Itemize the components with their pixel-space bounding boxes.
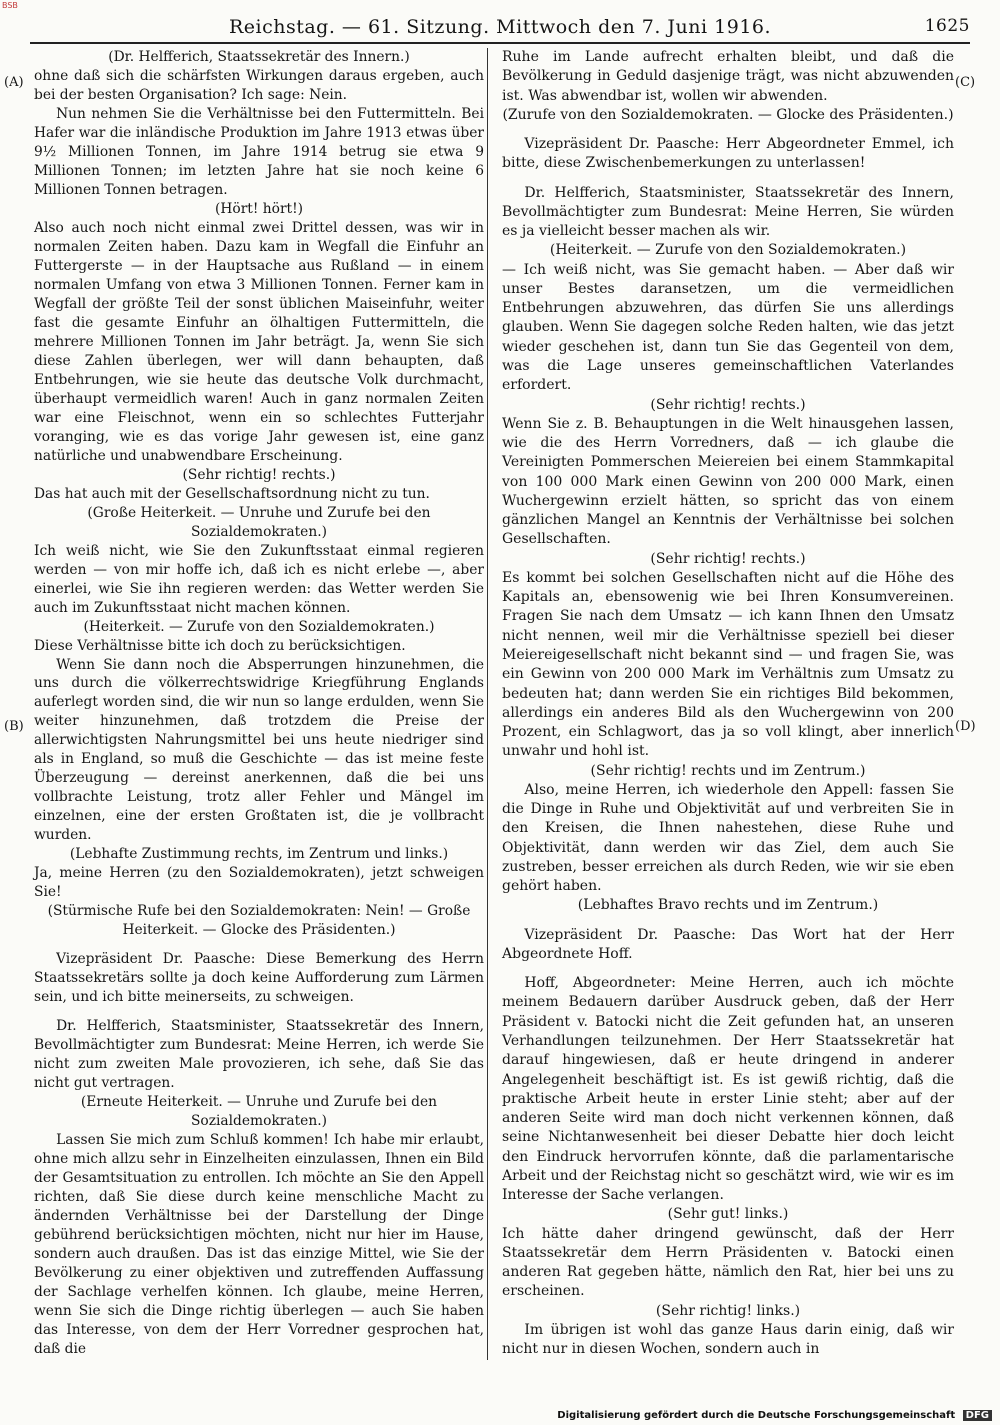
- margin-letter-d: (D): [955, 719, 976, 734]
- paragraph: Dr. Helfferich, Staatsminister, Staatssekretär des Innern, Bevollmächtigter zum Bundesrat: Meine Herren, ich werde Sie nicht zum zweiten Male provozieren, ich sehe, daß Sie das nicht gut vertragen.: [34, 1018, 484, 1092]
- interjection: (Große Heiterkeit. — Unruhe und Zurufe bei den Sozialdemokraten.): [87, 504, 431, 540]
- paragraph: Ich hätte daher dringend gewünscht, daß der Herr Staatssekretär dem Herrn Präsidenten v. Batocki einen anderen Rat gegeben hätte, nämlich den Rat, hier bei uns zu erscheinen.: [502, 1225, 954, 1300]
- margin-letter-b: (B): [4, 719, 24, 734]
- column-divider: [487, 48, 488, 1360]
- dfg-logo: DFG: [963, 1410, 992, 1421]
- interjection: (Lebhaftes Bravo rechts und im Zentrum.): [577, 897, 879, 914]
- interjection: (Dr. Helfferich, Staatssekretär des Innern.): [108, 49, 410, 65]
- interjection: (Heiterkeit. — Zurufe von den Sozialdemokraten.): [83, 618, 435, 635]
- paragraph: Also, meine Herren, ich wiederhole den Appell: fassen Sie die Dinge in Ruhe und Objektivität auf und verbreiten Sie in den Kreisen, die Ihnen nahestehen, diese Ruhe und Objektivität, dann werden wir das Ziel, dem auch Sie zustreben, besser erreichen als durch Reden, wie wir sie eben gehört haben.: [502, 781, 954, 895]
- interjection: (Sehr richtig! links.): [655, 1302, 801, 1319]
- funding-note: Digitalisierung gefördert durch die Deutsche Forschungsgemeinschaft: [557, 1410, 956, 1421]
- interjection: (Erneute Heiterkeit. — Unruhe und Zurufe bei den Sozialdemokraten.): [80, 1094, 438, 1130]
- paragraph: Lassen Sie mich zum Schluß kommen! Ich habe mir erlaubt, ohne mich allzu sehr in Einzelheiten einzulassen, Ihnen ein Bild der Gesamtsituation zu entrollen. Ich möchte an Sie den Appell richten, daß Sie diese durch keine menschliche Macht zu ändernden Verhältnisse bei der Darstellung der Dinge gebührend berücksichtigen möchten, nicht nur hier im Hause, sondern auch draußen. Das ist das einzige Mittel, wie Sie der Bevölkerung zu einer objektiven und zutreffenden Auffassung der Sachlage verhelfen können. Ich glaube, meine Herren, wenn Sie sich die Dinge richtig überlegen — auch Sie haben das Interesse, von dem der Herr Vorredner gesprochen hat, daß die: [34, 1132, 484, 1357]
- margin-letter-a: (A): [4, 75, 24, 90]
- interjection: (Sehr richtig! rechts.): [650, 396, 806, 413]
- library-corner-tag: BSB: [2, 1, 18, 10]
- paragraph: Im übrigen ist wohl das ganze Haus darin einig, daß wir nicht nur in diesen Wochen, sondern auch in: [502, 1322, 954, 1358]
- paragraph: Vizepräsident Dr. Paasche: Herr Abgeordneter Emmel, ich bitte, diese Zwischenbemerkungen zu unterlassen!: [502, 136, 954, 172]
- interjection: (Lebhafte Zustimmung rechts, im Zentrum und links.): [69, 846, 449, 863]
- paragraph: ohne daß sich die schärfsten Wirkungen daraus ergeben, auch bei der besten Organisation? Ich sage: Nein.: [34, 67, 484, 103]
- interjection: (Hört! hört!): [214, 200, 304, 217]
- paragraph: Vizepräsident Dr. Paasche: Das Wort hat der Herr Abgeordnete Hoff.: [502, 926, 954, 962]
- page-header-title: Reichstag. — 61. Sitzung. Mittwoch den 7. Juni 1916.: [228, 16, 772, 38]
- interjection: (Heiterkeit. — Zurufe von den Sozialdemokraten.): [549, 242, 907, 259]
- paragraph: Wenn Sie z. B. Behauptungen in die Welt hinausgehen lassen, wie die des Herrn Vorredners, daß — ich glaube die Vereinigten Pommerschen Meiereien bei einem Stammkapital von 100 000 Mark einen Gewinn von 200 000 Mark, einen Wuchergewinn erzielt hätten, so spricht das von einem gänzlichen Mangel an Kenntnis der Verhältnisse bei solchen Gesellschaften.: [502, 415, 954, 548]
- right-text-column: [502, 48, 954, 1360]
- paragraph: Ja, meine Herren (zu den Sozialdemokraten), jetzt schweigen Sie!: [34, 865, 484, 901]
- paragraph: Also auch noch nicht einmal zwei Drittel dessen, was wir in normalen Zeiten haben. Dazu kam in Wegfall die Einfuhr an Futtergerste — in der Hauptsache aus Rußland — in einem normalen Umfang von etwa 3 Millionen Tonnen. Ferner kam in Wegfall der größte Teil der sonst üblichen Maiseinfuhr, weiter fast die gesamte Einfuhr an ölhaltigen Futtermitteln, die mehrere Millionen Tonnen im Jahr beträgt. Ja, wenn Sie sich diese Zahlen überlegen, wer will dann behaupten, daß Entbehrungen, wie sie heute das deutsche Volk durchmacht, überhaupt vermeidlich waren! Auch in ganz normalen Zeiten war eine Fleischnot, wenn ein so schlechtes Futterjahr voranging, wie es das vorige Jahr gewesen ist, eine ganz natürliche und unabwendbare Erscheinung.: [34, 219, 484, 464]
- paragraph: Das hat auch mit der Gesellschaftsordnung nicht zu tun.: [34, 485, 430, 502]
- paragraph: Ruhe im Lande aufrecht erhalten bleibt, und daß die Bevölkerung in Geduld dasjenige trägt, was nicht abzuwenden ist. Was abwendbar ist, wollen wir abwenden.: [502, 49, 954, 104]
- paragraph: Vizepräsident Dr. Paasche: Diese Bemerkung des Herrn Staatssekretärs sollte ja doch keine Aufforderung zum Lärmen sein, und ich bitte meinerseits, zu schweigen.: [34, 951, 484, 1006]
- paragraph: Wenn Sie dann noch die Absperrungen hinzunehmen, die uns durch die völkerrechtswidrige Kriegführung Englands auferlegt worden sind, die wir nun so lange erdulden, wenn Sie weiter hinzunehmen, daß trotzdem die Preise der allerwichtigsten Nahrungsmittel bei uns heute niedriger sind als in England, so muß die Geschichte — das ist meine feste Überzeugung — dereinst anerkennen, daß die bei uns vollbrachte Leistung, trotz aller Fehler und Mängel im einzelnen, eine der ersten Großtaten ist, die je vollbracht wurden.: [34, 656, 484, 844]
- paragraph: — Ich weiß nicht, was Sie gemacht haben. — Aber daß wir unser Bestes daransetzen, um die vermeidlichen Entbehrungen abzuwehren, das dürfen Sie uns allerdings glauben. Wenn Sie dagegen solche Reden halten, wie das jetzt wieder geschehen ist, dann tun Sie das Gegenteil von dem, was die Lage unseres gemeinschaftlichen Vaterlandes erfordert.: [502, 261, 954, 394]
- left-text-column: [34, 48, 484, 1359]
- paragraph: Diese Verhältnisse bitte ich doch zu berücksichtigen.: [34, 637, 406, 654]
- interjection: (Sehr richtig! rechts.): [182, 466, 336, 483]
- interjection: (Sehr gut! links.): [667, 1206, 789, 1223]
- interjection: (Zurufe von den Sozialdemokraten. — Glocke des Präsidenten.): [502, 106, 954, 123]
- funding-footer: [557, 1410, 992, 1421]
- interjection: (Stürmische Rufe bei den Sozialdemokraten: Nein! — Große Heiterkeit. — Glocke des Präsidenten.): [47, 903, 471, 939]
- interjection: (Sehr richtig! rechts.): [650, 550, 806, 567]
- interjection: (Sehr richtig! rechts und im Zentrum.): [590, 762, 866, 779]
- paragraph: Ich weiß nicht, wie Sie den Zukunftsstaat einmal regieren werden — von mir hoffe ich, daß ich es nicht erlebe —, aber einerlei, wie Sie ihn regieren werden: das Wetter werden Sie auch im Zukunftsstaat nicht machen können.: [34, 542, 484, 616]
- paragraph: Es kommt bei solchen Gesellschaften nicht auf die Höhe des Kapitals an, ebensowenig wie bei Ihren Konsumvereinen. Fragen Sie nach dem Umsatz — ich kann Ihnen den Umsatz nicht nennen, weil mir die Verhältnisse speziell bei dieser Meiereigesellschaft nicht bekannt sind — und fragen Sie, was ein Gewinn von 200 000 Mark im Verhältnis zum Umsatz zu bedeuten hat; dann werden Sie ein richtiges Bild bekommen, allerdings ein anderes Bild als den Wuchergewinn von 200 Prozent, ein Schlagwort, das ja so voll klingt, aber innerlich unwahr und hohl ist.: [502, 569, 954, 760]
- paragraph: Nun nehmen Sie die Verhältnisse bei den Futtermitteln. Bei Hafer war die inländische Produktion im Jahre 1913 etwas über 9½ Millionen Tonnen, im Jahre 1914 betrug sie etwa 9 Millionen Tonnen; im letzten Jahre hat sie noch keine 6 Millionen Tonnen betragen.: [34, 105, 484, 198]
- margin-letter-c: (C): [955, 75, 976, 90]
- page-number: 1625: [924, 16, 970, 36]
- page-header: [30, 16, 970, 44]
- paragraph: Hoff, Abgeordneter: Meine Herren, auch ich möchte meinem Bedauern darüber Ausdruck geben, daß der Herr Präsident v. Batocki nicht die Zeit gefunden hat, an unseren Verhandlungen teilzunehmen. Der Herr Staatssekretär hat darauf hingewiesen, daß er heute dringend in anderer Angelegenheit beschäftigt ist. Es ist gewiß richtig, daß die praktische Arbeit heute in erster Linie steht; aber auf der anderen Seite wird man doch nicht verkennen können, daß seine Nichtanwesenheit bei dieser Debatte hier doch leicht den Eindruck hervorrufen könnte, daß die parlamentarische Arbeit und der Reichstag nicht so geschätzt wird, wie wir es im Interesse der Sache verlangen.: [502, 975, 954, 1204]
- paragraph: Dr. Helfferich, Staatsminister, Staatssekretär des Innern, Bevollmächtigter zum Bundesrat: Meine Herren, Sie würden es ja vielleicht besser machen als wir.: [502, 184, 954, 240]
